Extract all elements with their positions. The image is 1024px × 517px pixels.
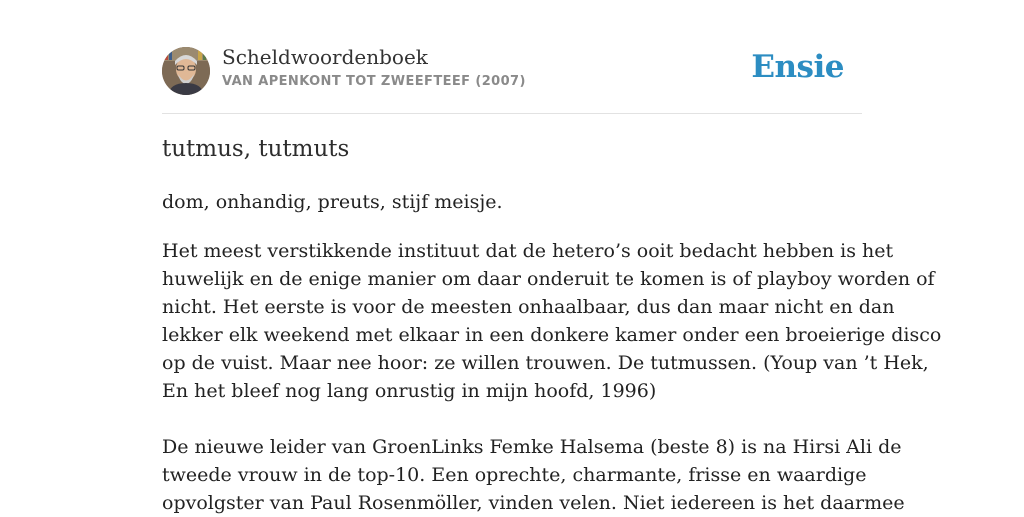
quote-line: op de vuist. Maar nee hoor: ze willen trouwen. De tutmussen. (Youp van ’t Hek, <box>162 352 929 374</box>
quote-line: nicht. Het eerste is voor de meesten onhaalbaar, dus dan maar nicht en dan <box>162 296 895 318</box>
entry-quotes <box>162 237 942 517</box>
quote-line: huwelijk en de enige manier om daar onderuit te komen is of playboy worden of <box>162 268 935 290</box>
author-avatar[interactable] <box>162 47 210 95</box>
entry-page <box>162 0 942 514</box>
source-header <box>162 0 862 114</box>
entry-definition: dom, onhandig, preuts, stijf meisje. <box>162 191 503 213</box>
quote-line: De nieuwe leider van GroenLinks Femke Halsema (beste 8) is na Hirsi Ali de <box>162 436 902 458</box>
quote-line: lekker elk weekend met elkaar in een donkere kamer onder een broeierige disco <box>162 324 942 346</box>
quote-line: opvolgster van Paul Rosenmöller, vinden velen. Niet iedereen is het daarmee <box>162 492 905 514</box>
ensie-logo-link[interactable]: Ensie <box>751 49 844 85</box>
quote-line: En het bleef nog lang onrustig in mijn hoofd, 1996) <box>162 380 657 402</box>
quote-line: tweede vrouw in de top-10. Een oprechte, charmante, frisse en waardige <box>162 464 867 486</box>
entry-term: tutmus, tutmuts <box>162 136 350 162</box>
source-title[interactable]: Scheldwoordenboek <box>222 45 428 69</box>
quote-line: Het meest verstikkende instituut dat de hetero’s ooit bedacht hebben is het <box>162 240 894 262</box>
source-subtitle: VAN APENKONT TOT ZWEEFTEEF (2007) <box>222 74 526 89</box>
paragraph-gap <box>162 405 862 433</box>
